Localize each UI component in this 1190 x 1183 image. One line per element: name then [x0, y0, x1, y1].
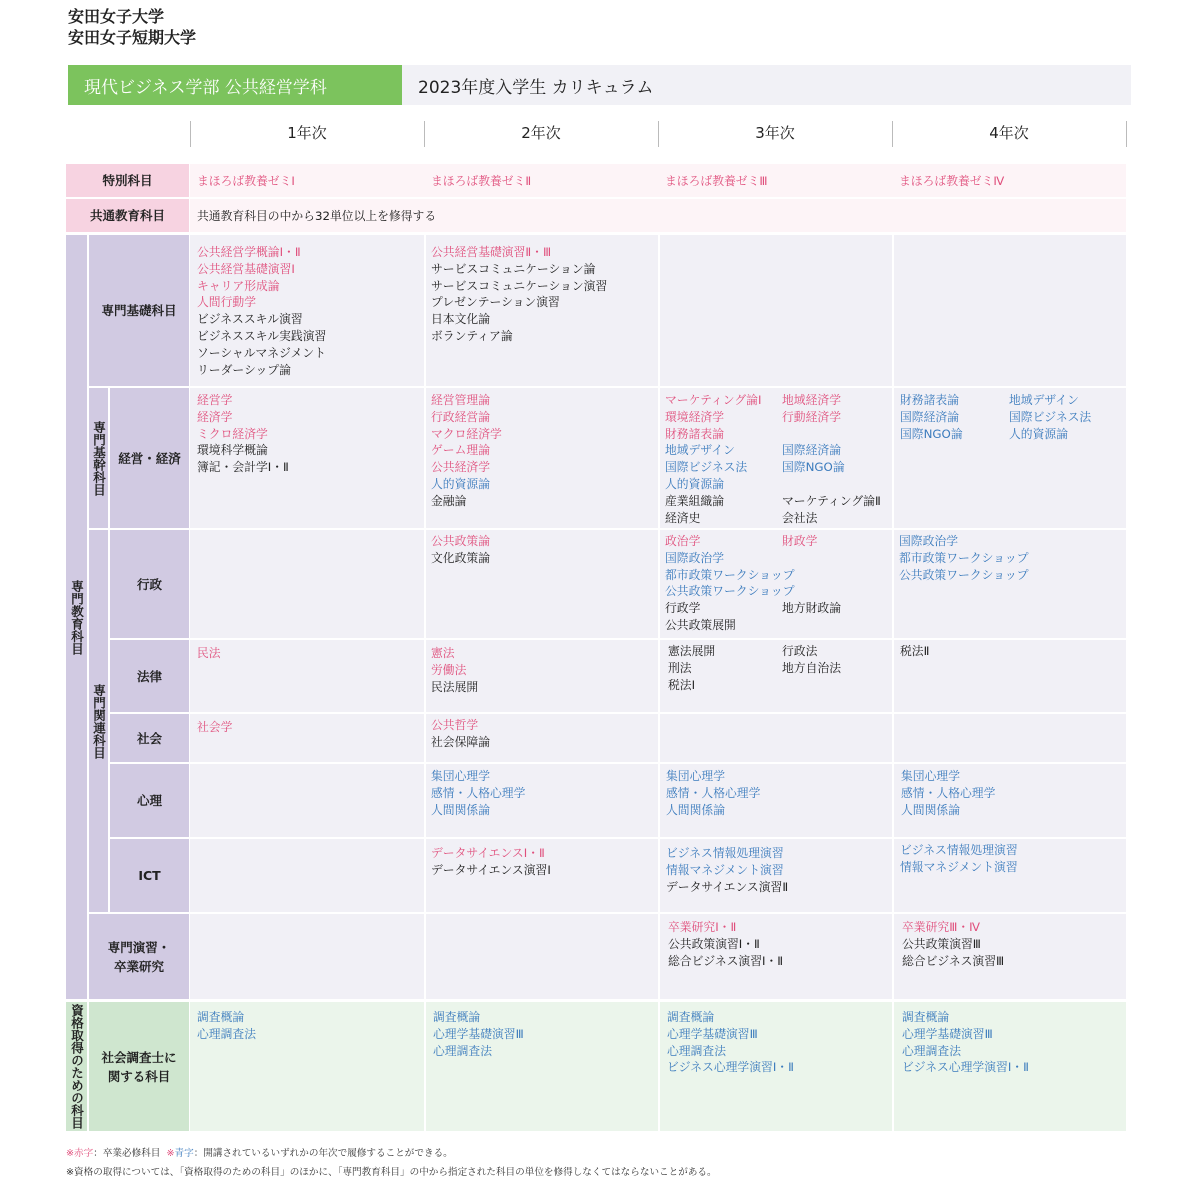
shakai-y2-cell	[424, 714, 490, 751]
shinri-y3-cell	[659, 765, 760, 818]
tokubetsu-y4: まほろば教養ゼミⅣ	[899, 174, 1005, 188]
course-item: 人間行動学	[197, 295, 256, 310]
course-item: 集団心理学	[431, 769, 490, 783]
course-item: 国際政治学	[899, 534, 958, 548]
course-item: ビジネススキル実践演習	[197, 328, 327, 343]
course-item: サービスコミュニケーション論	[431, 261, 596, 276]
course-item: 都市政策ワークショップ	[665, 567, 795, 582]
legend-red-label: 赤字	[74, 1148, 94, 1159]
shakai-y1-cell	[190, 716, 232, 736]
course-item: 行動経済学	[782, 409, 841, 424]
keiei-y3-cell	[658, 389, 881, 526]
gyosei-y2-cell	[424, 530, 490, 567]
course-item: 集団心理学	[901, 769, 960, 783]
enshu-label-line1: 専門演習・	[107, 939, 171, 955]
course-item: 心理学基礎演習Ⅲ	[433, 1026, 524, 1041]
course-item: マーケティング論Ⅱ	[782, 493, 881, 508]
category-senmon-kiso: 専門基礎科目	[89, 235, 189, 386]
course-item: 行政学	[665, 601, 701, 616]
enshu-label-line2: 卒業研究	[113, 958, 164, 974]
course-item: 環境経済学	[665, 409, 724, 424]
course-item: 感情・人格心理学	[666, 785, 761, 800]
course-item: キャリア形成論	[197, 278, 280, 293]
column-divider	[424, 235, 426, 999]
course-item: 調査概論	[667, 1010, 715, 1024]
course-item: 公共政策演習Ⅲ	[902, 936, 981, 951]
category-keiei-keizai: 経営・経済	[110, 388, 189, 528]
course-item: データサイエンスⅠ・Ⅱ	[431, 846, 545, 860]
course-item: 人的資源論	[1009, 426, 1068, 441]
course-item: 民法	[197, 646, 221, 660]
row-divider	[190, 712, 1126, 714]
year-header-2: 2年次	[521, 124, 561, 142]
university-name: 安田女子大学	[68, 7, 165, 26]
course-item: 情報マネジメント演習	[666, 862, 784, 877]
category-enshu	[89, 914, 189, 999]
course-item: 集団心理学	[666, 769, 725, 783]
ict-y2-cell	[424, 842, 551, 879]
course-item: 憲法展開	[668, 644, 716, 658]
chosashi-y4-cell	[895, 1006, 1029, 1076]
gyosei-y4-cell	[892, 530, 1029, 583]
course-item: 公共経営基礎演習Ⅱ・Ⅲ	[431, 245, 552, 259]
course-item: 総合ビジネス演習Ⅰ・Ⅱ	[668, 953, 784, 968]
course-item: サービスコミュニケーション演習	[431, 278, 608, 293]
course-item: ボランティア論	[431, 328, 513, 343]
course-item: 人間関係論	[431, 802, 490, 817]
row-divider	[190, 638, 1126, 640]
course-item: 公共経済学	[431, 460, 490, 475]
legend-line	[66, 1145, 453, 1159]
course-item: 公共政策演習Ⅰ・Ⅱ	[668, 936, 760, 951]
course-item: 文化政策論	[431, 550, 490, 565]
course-item: 日本文化論	[431, 312, 490, 327]
course-item: 地域デザイン	[665, 443, 735, 458]
ict-y4-cell	[893, 839, 1018, 876]
horitsu-y3-cell	[661, 640, 841, 693]
enshu-y4-cell	[895, 916, 1004, 969]
course-item: 国際ビジネス法	[665, 460, 748, 475]
course-item: 刑法	[668, 660, 692, 675]
course-item: 人間関係論	[901, 802, 960, 817]
course-item: 経済学	[197, 409, 233, 424]
kyotsu-text: 共通教育科目の中から32単位以上を修得する	[197, 209, 437, 223]
course-item: 卒業研究Ⅲ・Ⅳ	[902, 920, 981, 934]
course-item: 感情・人格心理学	[431, 785, 526, 800]
course-item: 心理学基礎演習Ⅲ	[667, 1026, 758, 1041]
course-item: データサイエンス演習Ⅱ	[666, 879, 789, 894]
course-item: 環境科学概論	[197, 443, 268, 458]
column-divider	[892, 235, 894, 999]
course-item: 政治学	[665, 534, 701, 548]
legend-blue-desc: ：開講されているいずれかの年次で履修することができる。	[193, 1148, 453, 1159]
chosashi-y2-cell	[426, 1006, 524, 1059]
course-item: 公共哲学	[431, 718, 479, 732]
course-item: 簿記・会計学Ⅰ・Ⅱ	[197, 460, 289, 475]
course-item: 憲法	[431, 646, 455, 660]
college-name: 安田女子短期大学	[68, 28, 197, 47]
course-item: ビジネススキル演習	[197, 312, 303, 327]
course-item: 国際NGO論	[900, 426, 963, 441]
course-item: 情報マネジメント演習	[900, 859, 1018, 874]
course-item: 都市政策ワークショップ	[899, 550, 1029, 565]
course-item: 公共政策ワークショップ	[899, 567, 1029, 582]
course-item: 公共経営学概論Ⅰ・Ⅱ	[197, 245, 301, 259]
legend-blue-label: 青字	[174, 1148, 194, 1159]
category-ict: ICT	[110, 839, 189, 912]
course-item: 経済史	[665, 510, 701, 525]
course-item: 国際経済論	[900, 409, 959, 424]
course-item: 地方自治法	[782, 660, 841, 675]
course-item: 人間関係論	[666, 802, 725, 817]
course-item: 国際NGO論	[782, 460, 845, 475]
category-horitsu: 法律	[110, 640, 189, 712]
course-item: 国際ビジネス法	[1009, 409, 1092, 424]
course-item: 調査概論	[902, 1010, 950, 1024]
course-item: 産業組織論	[665, 493, 724, 508]
course-item: 総合ビジネス演習Ⅲ	[902, 953, 1005, 968]
keiei-y4-cell	[893, 389, 1091, 442]
kiso-y1-cell	[190, 241, 326, 378]
course-item: 人的資源論	[665, 476, 724, 491]
keiei-y1-cell	[190, 389, 289, 476]
shinri-y4-cell	[894, 765, 995, 818]
course-item: 経営学	[197, 393, 233, 407]
chosashi-y1-cell	[190, 1006, 256, 1043]
course-item: 財務諸表論	[900, 393, 959, 407]
course-item: 人的資源論	[431, 476, 490, 491]
course-item	[782, 617, 841, 634]
kiso-y2-cell	[424, 241, 607, 345]
course-item: プレゼンテーション演習	[431, 295, 560, 310]
ict-y3-cell	[659, 842, 788, 895]
course-item: 公共政策論	[431, 534, 490, 548]
course-item: 国際政治学	[665, 550, 724, 565]
course-item: 心理調査法	[902, 1043, 961, 1058]
year-header-1: 1年次	[287, 124, 327, 142]
category-shakai: 社会	[110, 714, 189, 762]
year-header-4: 4年次	[989, 124, 1029, 142]
category-chosashi	[89, 1002, 189, 1131]
course-item: 調査概論	[197, 1010, 245, 1024]
course-item: ゲーム理論	[431, 443, 490, 458]
course-item: 卒業研究Ⅰ・Ⅱ	[668, 920, 737, 934]
course-item: 経営管理論	[431, 393, 490, 407]
course-item: 社会学	[197, 720, 233, 734]
horitsu-y2-cell	[424, 642, 478, 695]
tokubetsu-y2: まほろば教養ゼミⅡ	[431, 174, 532, 188]
column-divider	[892, 1002, 894, 1131]
course-item: 心理調査法	[667, 1043, 726, 1058]
category-tokubetsu: 特別科目	[66, 164, 189, 197]
course-item: 地域経済学	[782, 393, 841, 407]
chosashi-y3-cell	[660, 1006, 794, 1076]
course-item: リーダーシップ論	[197, 362, 291, 377]
chosashi-label-line1: 社会調査士に	[101, 1049, 177, 1065]
course-item: 税法Ⅰ	[668, 677, 696, 692]
category-kyotsu: 共通教育科目	[66, 199, 189, 232]
course-item: 財政学	[782, 534, 818, 548]
course-item	[782, 677, 841, 694]
legend-note-qualification: ※資格の取得については、「資格取得のための科目」のほかに、「専門教育科目」の中から指定された科目の単位を修得しなくてはならないことがある。	[66, 1167, 717, 1178]
horitsu-y4-cell	[893, 640, 929, 660]
course-item: 地方財政論	[782, 601, 841, 616]
category-senmon-kanren: 専門関連科目	[89, 530, 108, 912]
year-header-3: 3年次	[755, 124, 795, 142]
legend-mark-1: ※	[66, 1148, 75, 1159]
shinri-y2-cell	[424, 765, 525, 818]
course-item: ソーシャルマネジメント	[197, 345, 326, 360]
course-item: 感情・人格心理学	[901, 785, 996, 800]
course-item: 心理調査法	[433, 1043, 492, 1058]
course-item: ビジネス情報処理演習	[666, 846, 784, 860]
tokubetsu-y3: まほろば教養ゼミⅢ	[665, 174, 768, 188]
course-item: 行政経営論	[431, 409, 490, 424]
course-item: 民法展開	[431, 679, 479, 694]
course-item: 公共経営基礎演習Ⅰ	[197, 261, 295, 276]
course-item: 国際経済論	[782, 443, 841, 458]
tokubetsu-y1: まほろば教養ゼミⅠ	[197, 174, 295, 188]
category-shikaku: 資格取得のための科目	[66, 1002, 87, 1131]
keiei-y2-cell	[424, 389, 502, 510]
row-divider	[190, 386, 1126, 388]
course-item: ビジネス情報処理演習	[900, 843, 1018, 857]
course-item: ビジネス心理学演習Ⅰ・Ⅱ	[667, 1060, 794, 1075]
legend-red-desc: ：卒業必修科目	[93, 1148, 161, 1159]
course-item: 社会保障論	[431, 734, 490, 749]
course-item: 心理調査法	[197, 1026, 256, 1041]
course-item: ビジネス心理学演習Ⅰ・Ⅱ	[902, 1060, 1029, 1075]
course-item: 行政法	[782, 644, 818, 658]
category-shinri: 心理	[110, 764, 189, 837]
course-item: 公共政策展開	[665, 617, 736, 632]
gyosei-y3b-cell	[658, 547, 795, 600]
legend-mark-2: ※	[166, 1148, 175, 1159]
course-item: 公共政策ワークショップ	[665, 584, 795, 599]
curriculum-title: 2023年度入学生 カリキュラム	[402, 65, 1131, 105]
course-item: ミクロ経済学	[197, 426, 268, 441]
course-item: 心理学基礎演習Ⅲ	[902, 1026, 993, 1041]
row-divider	[190, 912, 1126, 914]
category-senmon-kikan: 専門基幹科目	[89, 388, 108, 528]
category-senmon-kyoiku: 専門教育科目	[66, 235, 87, 999]
row-divider	[190, 762, 1126, 764]
chosashi-label-line2: 関する科目	[107, 1068, 171, 1084]
course-item: 調査概論	[433, 1010, 481, 1024]
course-item: 金融論	[431, 493, 467, 508]
category-gyosei: 行政	[110, 530, 189, 638]
course-item: 財務諸表論	[665, 426, 724, 441]
course-item: 地域デザイン	[1009, 393, 1079, 407]
gyosei-y3c-cell	[658, 597, 841, 634]
course-item: マクロ経済学	[431, 426, 502, 441]
course-item: データサイエンス演習Ⅰ	[431, 862, 551, 877]
course-item: マーケティング論Ⅰ	[665, 393, 762, 407]
year-divider	[1126, 121, 1127, 147]
department-tab: 現代ビジネス学部 公共経営学科	[68, 65, 402, 105]
enshu-y3-cell	[661, 916, 783, 969]
course-item: 税法Ⅱ	[900, 644, 930, 658]
course-item	[782, 476, 881, 493]
course-item: 会社法	[782, 510, 818, 525]
course-item: 労働法	[431, 662, 467, 677]
course-item	[782, 426, 881, 443]
horitsu-y1-cell	[190, 642, 221, 662]
